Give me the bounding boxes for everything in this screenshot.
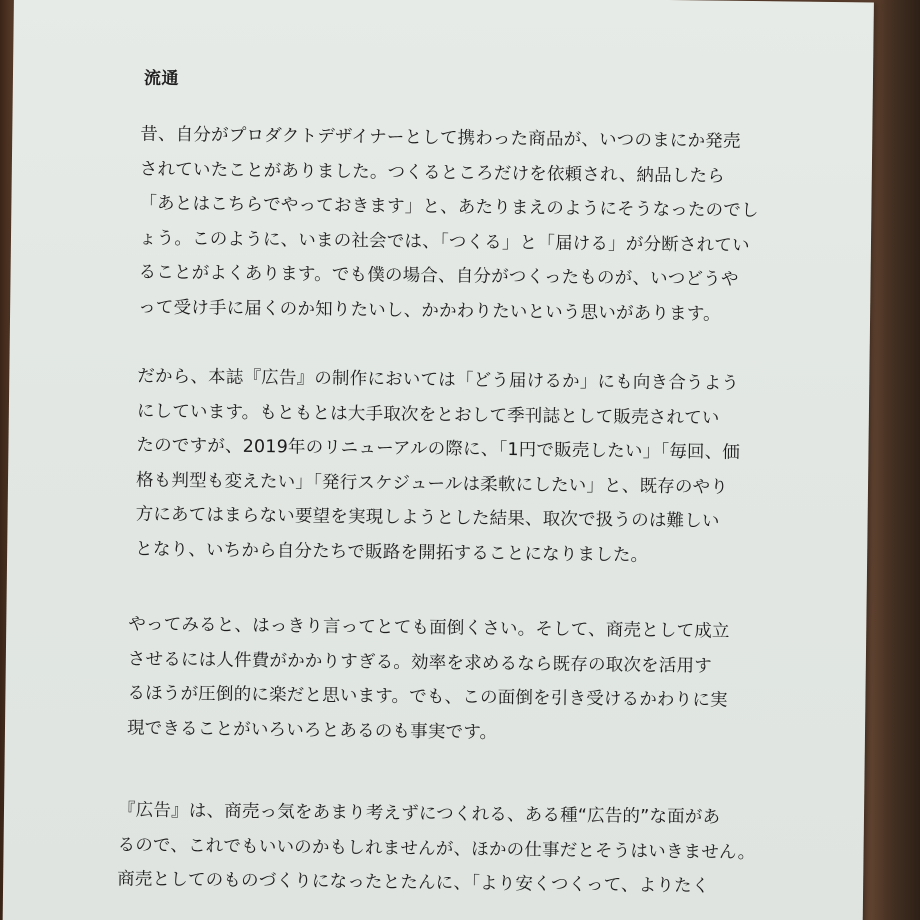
text-line: たのですが、2019年のリニューアルの際に、「1円で販売したい」「毎回、価 <box>136 435 741 463</box>
paragraph-1 <box>138 118 790 333</box>
text-line: るほうが圧倒的に楽だと思います。でも、この面倒を引き受けるかわりに実 <box>127 683 728 711</box>
text-line: させるには人件費がかかりすぎる。効率を求めるなら既存の取次を活用す <box>127 648 713 677</box>
section-heading: 流通 <box>143 68 180 90</box>
text-line: 「あとはこちらでやっておきます」と、あたりまえのようにそうなったのでし <box>139 193 759 222</box>
paragraph-3 <box>127 607 779 753</box>
text-line: にしています。もともとは大手取次をとおして季刊誌として販売されてい <box>136 401 720 429</box>
text-line: ょう。このように、いまの社会では、「つくる」と「届ける」が分断されてい <box>138 228 750 256</box>
page-edge-shadow <box>872 0 920 920</box>
paragraph-4 <box>117 793 838 905</box>
text-line: となり、いちから自分たちで販路を開拓することになりました。 <box>135 539 649 566</box>
paragraph-2 <box>135 360 787 575</box>
text-line: 格も判型も変えたい」「発行スケジュールは柔軟にしたい」と、既存のやり <box>135 470 729 498</box>
text-line: って受け手に届くのか知りたいし、かかわりたいという思いがあります。 <box>138 297 721 325</box>
text-line: 『広告』は、商売っ気をあまり考えずにつくれる、ある種“広告的”な面があ <box>117 800 721 828</box>
text-line: 昔、自分がプロダクトデザイナーとして携わった商品が、いつのまにか発売 <box>140 124 741 152</box>
text-line: るので、これでもいいのかもしれませんが、ほかの仕事だとそうはいきません。 <box>117 834 756 863</box>
text-line: 方にあてはまらない要望を実現しようとした結果、取次で扱うのは難しい <box>135 504 720 532</box>
text-line: やってみると、はっきり言ってとても面倒くさい。そして、商売として成立 <box>128 614 730 642</box>
text-line: 現できることがいろいろとあるのも事実です。 <box>126 717 498 743</box>
text-line: されていたことがありました。つくるところだけを依頼され、納品したら <box>139 159 726 187</box>
text-line: だから、本誌『広告』の制作においては「どう届けるか」にも向き合うよう <box>137 366 740 394</box>
text-line: 商売としてのものづくりになったとたんに、「より安くつくって、よりたく <box>117 869 710 897</box>
text-line: ることがよくあります。でも僕の場合、自分がつくったものが、いつどうや <box>138 262 739 290</box>
document-page <box>3 0 874 920</box>
